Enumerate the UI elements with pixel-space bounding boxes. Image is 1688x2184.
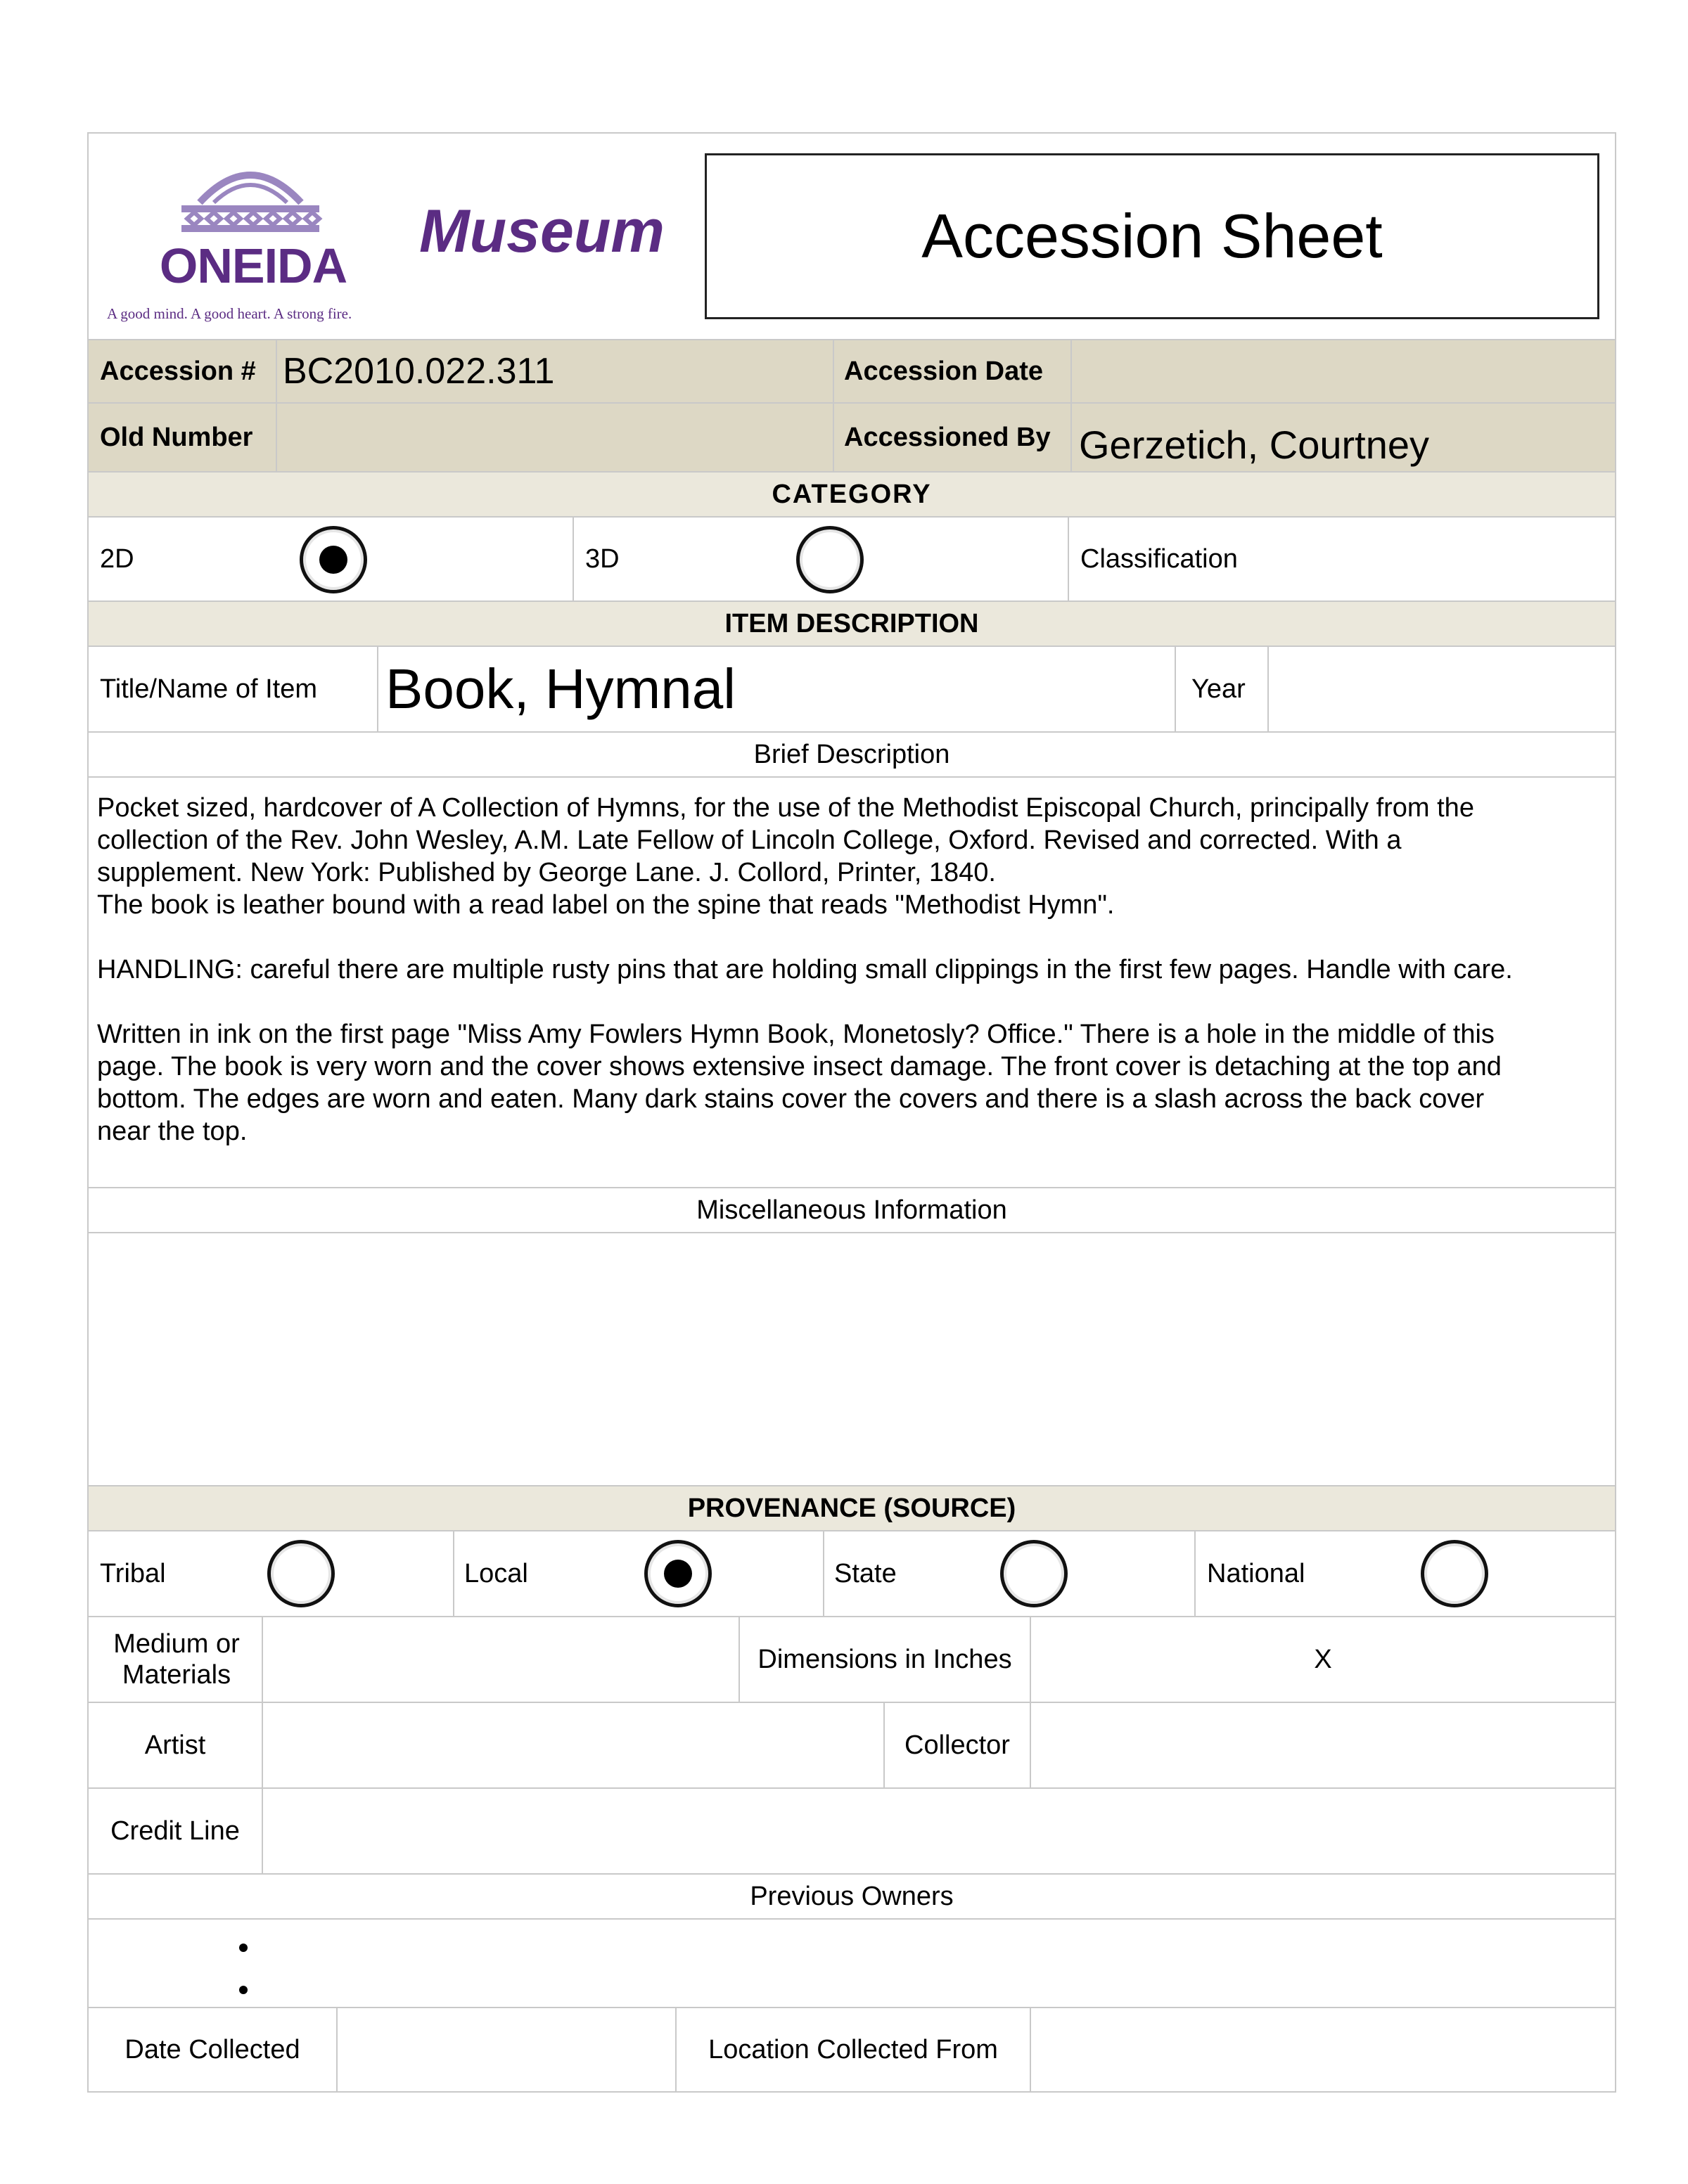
year-label: Year bbox=[1191, 674, 1246, 704]
previous-owners-label: Previous Owners bbox=[750, 1881, 954, 1911]
logo-tagline: A good mind. A good heart. A strong fire. bbox=[107, 305, 352, 322]
category-2d-radio[interactable] bbox=[300, 526, 367, 593]
credit-line-field[interactable] bbox=[269, 1789, 1608, 1873]
selected-dot-icon bbox=[319, 546, 347, 574]
provenance-state-label: State bbox=[834, 1558, 897, 1588]
artist-field[interactable] bbox=[269, 1703, 878, 1787]
bullet-icon bbox=[239, 1944, 248, 1952]
collector-label: Collector bbox=[904, 1730, 1010, 1760]
misc-info-field[interactable] bbox=[89, 1233, 1615, 1485]
title-box bbox=[705, 153, 1599, 319]
provenance-local-label: Local bbox=[464, 1558, 528, 1588]
provenance-local-radio[interactable] bbox=[644, 1540, 712, 1607]
brief-description-label: Brief Description bbox=[753, 739, 950, 769]
longhouse-arch-icon bbox=[96, 162, 405, 246]
date-collected-label: Date Collected bbox=[124, 2034, 300, 2064]
dimensions-field[interactable]: X bbox=[1314, 1644, 1332, 1674]
provenance-national-radio[interactable] bbox=[1421, 1540, 1488, 1607]
title-name-label: Title/Name of Item bbox=[100, 674, 318, 704]
misc-info-label: Miscellaneous Information bbox=[696, 1195, 1007, 1225]
title-name-field[interactable]: Book, Hymnal bbox=[385, 657, 736, 720]
location-collected-label: Location Collected From bbox=[708, 2034, 998, 2064]
collector-field[interactable] bbox=[1038, 1703, 1608, 1787]
oneida-logo bbox=[96, 162, 405, 323]
page-title: Accession Sheet bbox=[921, 201, 1383, 271]
accessioned-by-label: Accessioned By bbox=[844, 423, 1051, 452]
provenance-tribal-radio[interactable] bbox=[267, 1540, 335, 1607]
provenance-tribal-label: Tribal bbox=[100, 1558, 166, 1588]
location-collected-field[interactable] bbox=[1038, 2008, 1608, 2091]
accessioned-by-field[interactable]: Gerzetich, Courtney bbox=[1079, 422, 1429, 467]
museum-label: Museum bbox=[419, 198, 665, 265]
accession-number-field[interactable]: BC2010.022.311 bbox=[283, 351, 555, 392]
old-number-field[interactable] bbox=[283, 404, 824, 471]
artist-label: Artist bbox=[144, 1730, 206, 1760]
logo-wordmark: ONEIDA bbox=[159, 238, 347, 293]
medium-label: Medium or Materials bbox=[113, 1629, 240, 1690]
credit-line-label: Credit Line bbox=[110, 1816, 240, 1846]
category-3d-radio[interactable] bbox=[796, 526, 864, 593]
previous-owner-item[interactable] bbox=[145, 1967, 1594, 2003]
previous-owner-item[interactable] bbox=[145, 1925, 1594, 1960]
provenance-state-radio[interactable] bbox=[1000, 1540, 1068, 1607]
brief-description-field[interactable]: Pocket sized, hardcover of A Collection of Hymns, for the use of the Methodist Episcopal Church, principally from the collection of the Rev. John Wesley, A.M. Late Fellow of Lincoln College, Oxford. Revised and corrected. With a supplement. New York: Published by George Lane. J. Collord, Printer, 1840. The book is leather bound with a read label on the spine that reads "Methodist Hymn". HANDLING: careful there are multiple rusty pins that are holding small clippings in the first few pages. Handle with care. Written in ink on the first page "Miss Amy Fowlers Hymn Book, Monetosly? Office." There is a hole in the middle of this page. The book is very worn and the cover shows extensive insect damage. The front cover is detaching at the top and bottom. The edges are worn and eaten. Many dark stains cover the covers and there is a slash across the back cover near the top. bbox=[97, 793, 1513, 1146]
category-heading: CATEGORY bbox=[772, 479, 932, 509]
accession-date-label: Accession Date bbox=[844, 356, 1044, 386]
item-description-heading: ITEM DESCRIPTION bbox=[724, 608, 979, 638]
accession-number-label: Accession # bbox=[100, 356, 256, 386]
provenance-national-label: National bbox=[1207, 1558, 1305, 1588]
bullet-icon bbox=[239, 1986, 248, 1994]
dimensions-label: Dimensions in Inches bbox=[757, 1644, 1012, 1674]
category-2d-label: 2D bbox=[100, 544, 134, 574]
accession-date-field[interactable] bbox=[1079, 340, 1606, 402]
classification-label: Classification bbox=[1080, 544, 1238, 574]
year-field[interactable] bbox=[1277, 647, 1608, 731]
provenance-heading: PROVENANCE (SOURCE) bbox=[687, 1493, 1016, 1523]
date-collected-field[interactable] bbox=[343, 2008, 670, 2091]
selected-dot-icon bbox=[664, 1560, 692, 1588]
accession-sheet bbox=[87, 132, 1616, 2093]
medium-field[interactable] bbox=[269, 1617, 733, 1702]
category-3d-label: 3D bbox=[585, 544, 620, 574]
old-number-label: Old Number bbox=[100, 422, 253, 452]
previous-owners-list bbox=[89, 1920, 1615, 2007]
